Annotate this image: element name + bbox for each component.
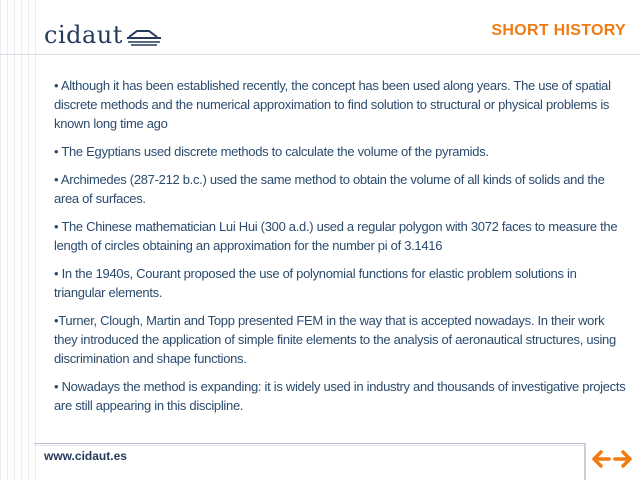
logo — [44, 20, 161, 50]
logo-text: cidaut — [44, 21, 123, 49]
footer-url: www.cidaut.es — [44, 449, 127, 463]
bullet-item: • The Chinese mathematician Lui Hui (300 a.d.) used a regular polygon with 3072 faces to measure the length of circles obtaining an approximation for the number pi of 3.1416 — [54, 219, 618, 253]
bullet-item: • Nowadays the method is expanding: it is widely used in industry and thousands of investigative projects are still appearing in this discipline. — [54, 379, 626, 413]
bullet-item: • In the 1940s, Courant proposed the use of polynomial functions for elastic problem solutions in triangular elements. — [54, 266, 577, 300]
arrow-right-icon[interactable] — [613, 448, 633, 470]
left-stripe-decoration — [0, 0, 40, 480]
bullet-list — [54, 76, 626, 424]
bullet-item: •Turner, Clough, Martin and Topp presented FEM in the way that is accepted nowadays. In their work they introduced the application of simple finite elements to the analysis of aeronautical structures, using discrimination and shape functions. — [54, 313, 616, 366]
footer-divider-shadow — [34, 445, 584, 446]
bullet-item: • Although it has been established recently, the concept has been used along years. The use of spatial discrete methods and the numerical approximation to find solution to structural or physical problems is known long time ago — [54, 78, 611, 131]
header-divider — [0, 54, 640, 55]
bullet-item: • The Egyptians used discrete methods to calculate the volume of the pyramids. — [54, 144, 489, 159]
car-icon — [127, 23, 161, 47]
footer-vertical-divider — [584, 443, 586, 480]
footer-divider — [34, 443, 584, 444]
bullet-item: • Archimedes (287-212 b.c.) used the same method to obtain the volume of all kinds of solids and the area of surfaces. — [54, 172, 605, 206]
page-title: SHORT HISTORY — [491, 22, 626, 39]
arrow-left-icon[interactable] — [591, 448, 611, 470]
